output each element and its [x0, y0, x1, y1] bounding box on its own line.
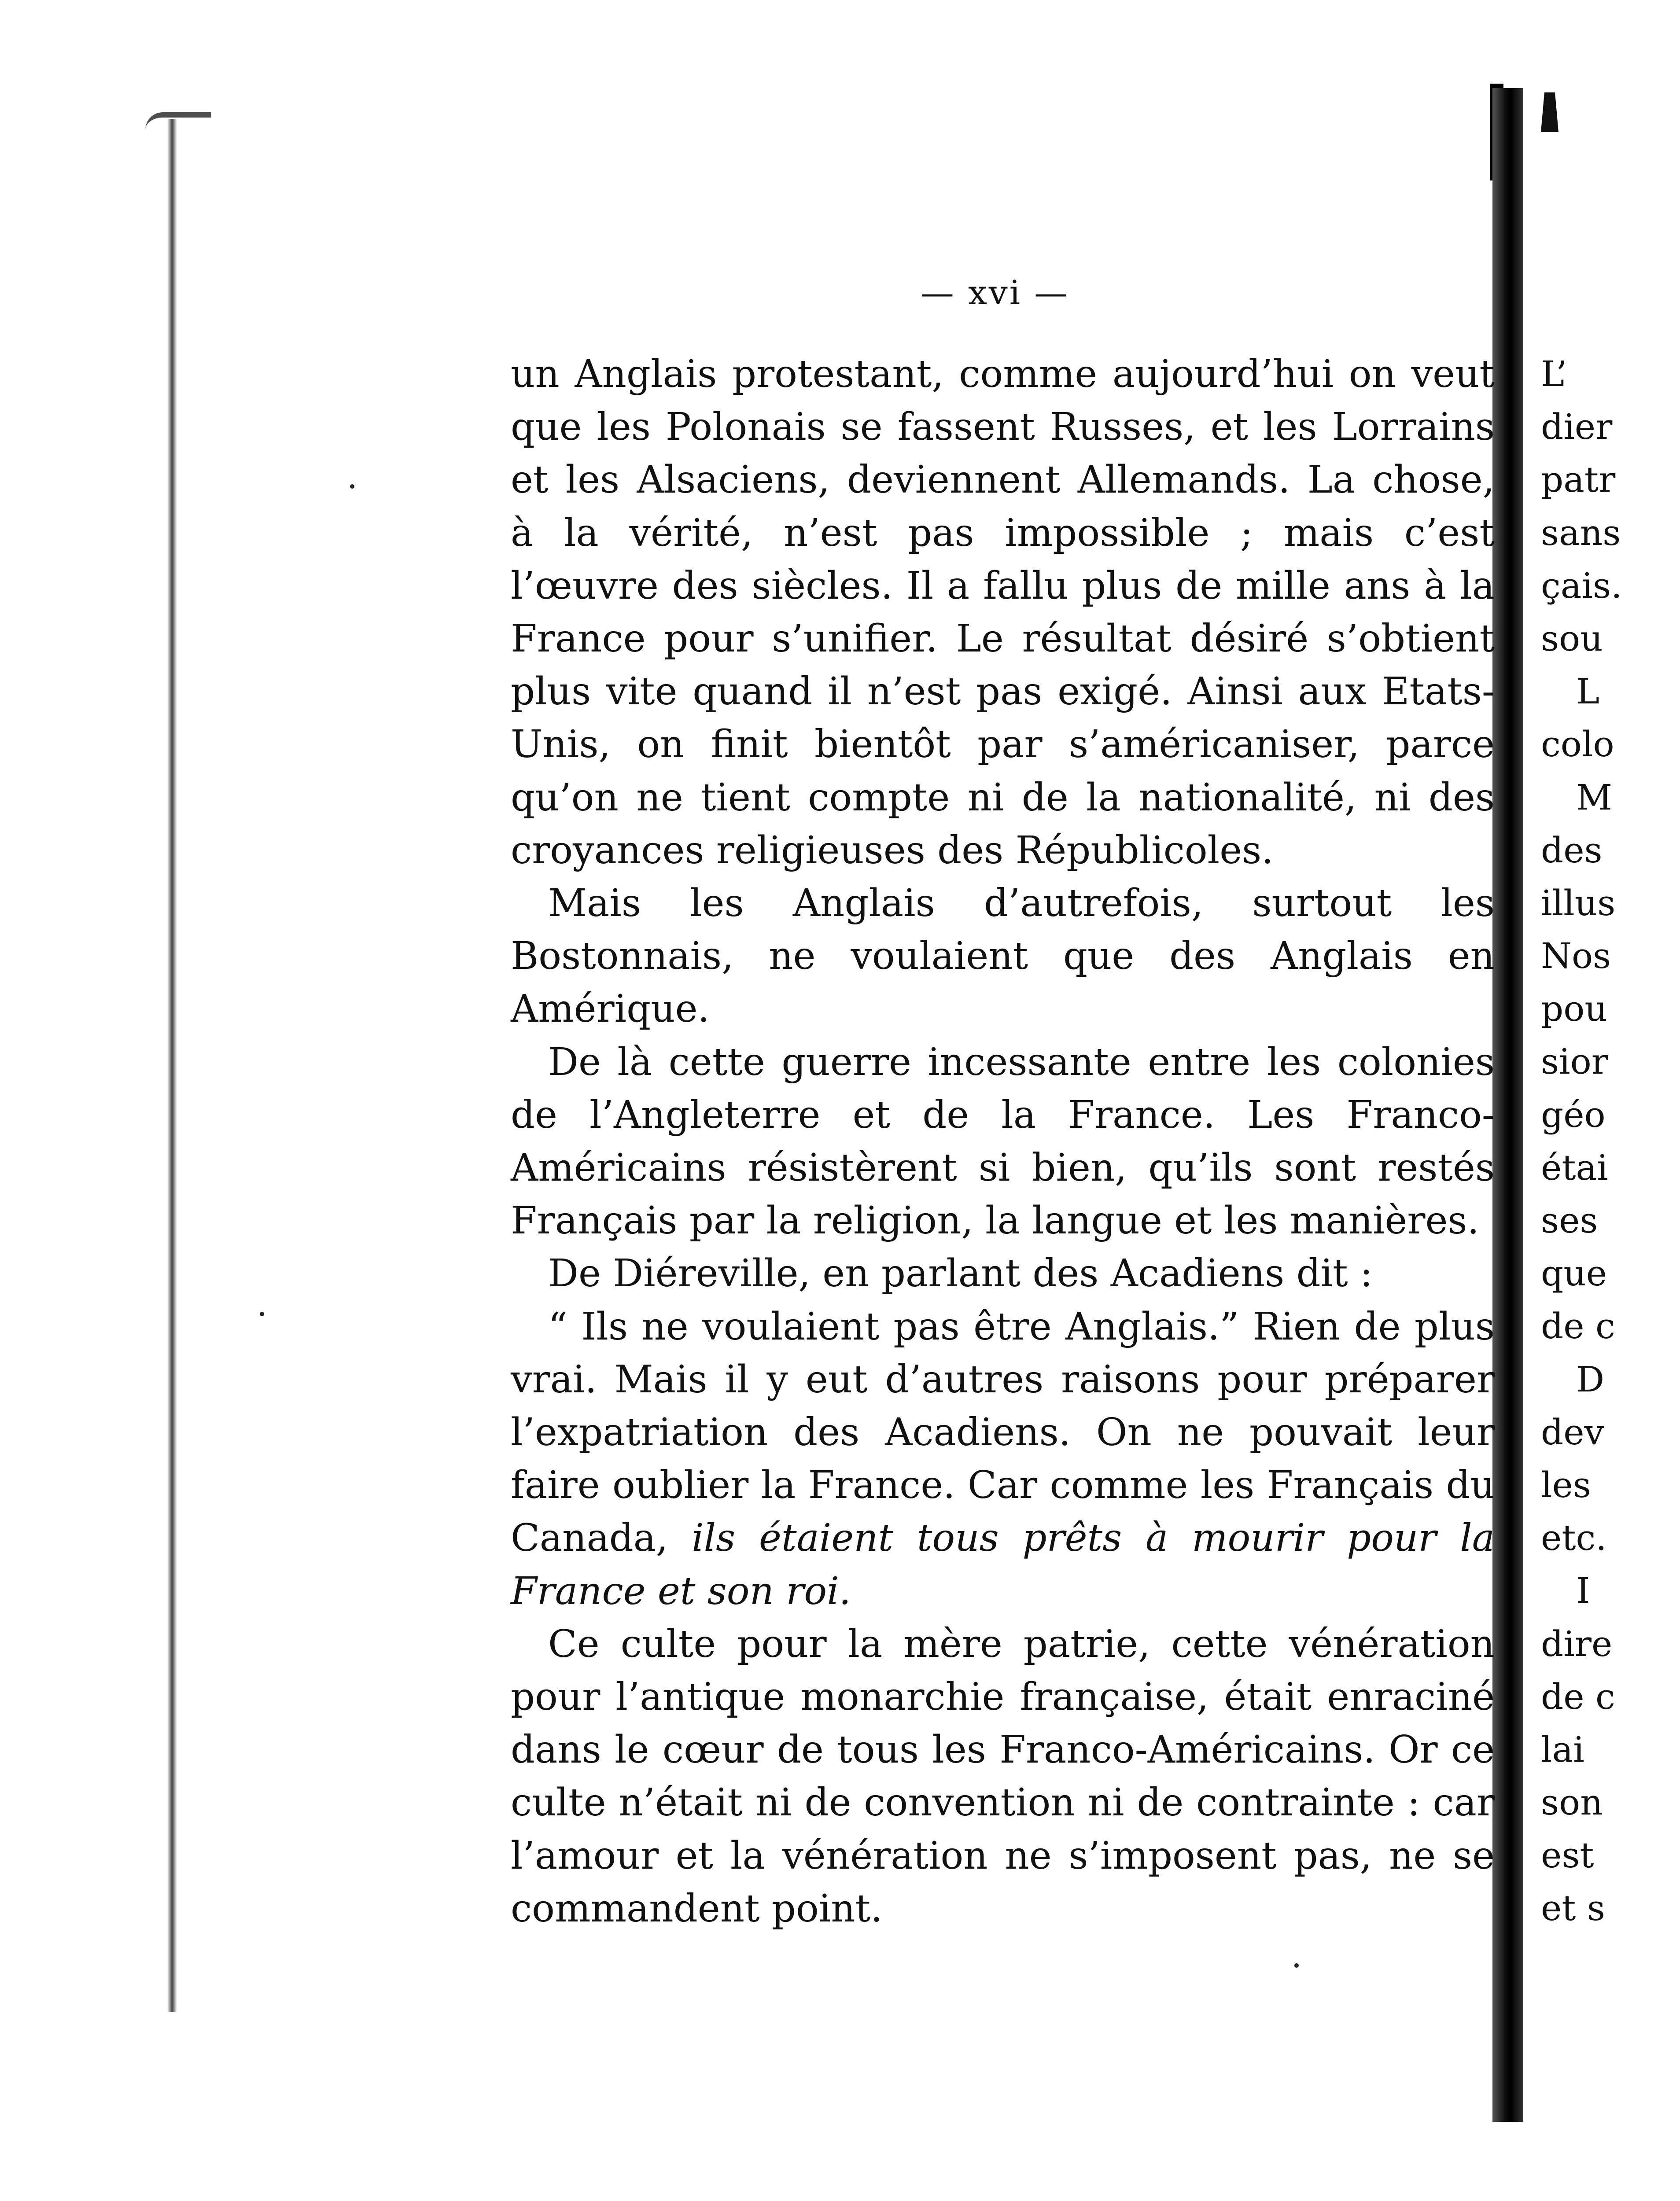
facing-page-fragment: [1541, 348, 1680, 2109]
facing-line-fragment: etc.: [1541, 1517, 1607, 1559]
facing-line-fragment: I: [1576, 1570, 1590, 1612]
paragraph-text: Mais les Anglais d’autrefois, surtout les Bostonnais, ne voulaient que des Anglais en Amérique.: [511, 881, 1495, 1031]
paragraph-text: “ Ils ne voulaient pas être Anglais.” Rien de plus vrai. Mais il y eut d’autres raisons pour préparer l’expatriation des Acadiens. On ne pouvait leur faire oublier la France. Car comme les Français du Canada,: [511, 1304, 1495, 1561]
facing-line-fragment: étai: [1541, 1147, 1608, 1188]
facing-line-fragment: D: [1576, 1358, 1605, 1400]
paragraph-text: Ce culte pour la mère patrie, cette vénération pour l’antique monarchie française, était enraciné dans le cœur de tous les Franco-Américains. Or ce culte n’était ni de convention ni de contrainte : car l’amour et la vénération ne s’imposent pas, ne se commandent point.: [511, 1622, 1495, 1931]
facing-line-fragment: sior: [1541, 1041, 1609, 1082]
paragraph: [511, 1300, 1495, 1618]
facing-line-fragment: lai: [1541, 1729, 1584, 1770]
facing-line-fragment: M: [1576, 777, 1612, 818]
facing-line-fragment: L: [1576, 671, 1600, 712]
facing-line-fragment: et s: [1541, 1888, 1605, 1929]
left-margin-artifact: [167, 119, 177, 2012]
facing-line-fragment: Nos: [1541, 935, 1611, 977]
facing-line-fragment: géo: [1541, 1094, 1606, 1135]
facing-line-fragment: sans: [1541, 512, 1621, 553]
facing-line-fragment: de c: [1541, 1306, 1615, 1347]
paragraph: [511, 1618, 1495, 1935]
facing-line-fragment: illus: [1541, 882, 1616, 924]
facing-line-fragment: patr: [1541, 459, 1616, 501]
paragraph-text: De Diéreville, en parlant des Acadiens dit :: [548, 1251, 1373, 1296]
facing-line-fragment: des: [1541, 829, 1603, 871]
facing-line-fragment: L’: [1541, 353, 1567, 394]
left-margin-artifact-top: [145, 112, 211, 130]
facing-line-fragment: dier: [1541, 406, 1613, 448]
paragraph: [511, 1036, 1495, 1248]
facing-line-fragment: dire: [1541, 1623, 1613, 1664]
speck: [1294, 1963, 1299, 1968]
facing-line-fragment: sou: [1541, 618, 1603, 659]
facing-line-fragment: est: [1541, 1835, 1594, 1876]
main-text-column: [511, 348, 1495, 1935]
gutter-mark: [1541, 92, 1558, 132]
speck: [260, 1312, 264, 1316]
page-number: — xvi —: [920, 273, 1070, 312]
facing-line-fragment: son: [1541, 1782, 1603, 1823]
paragraph-text: un Anglais protestant, comme aujourd’hui on veut que les Polonais se fassent Russes, et les Lorrains et les Alsaciens, deviennent Allemands. La chose, à la vérité, n’est pas impossible ; mais c’est l’œuvre des siècles. Il a fallu plus de mille ans à la France pour s’unifier. Le résultat désiré s’obtient plus vite quand il n’est pas exigé. Ainsi aux Etats-Unis, on finit bientôt par s’américaniser, parce qu’on ne tient compte ni de la nationalité, ni des croyances religieuses des Républicoles.: [511, 352, 1495, 872]
facing-line-fragment: dev: [1541, 1411, 1604, 1453]
paragraph-text: De là cette guerre incessante entre les colonies de l’Angleterre et de la France. Les Franco-Américains résistèrent si bien, qu’ils sont restés Français par la religion, la langue et les manières.: [511, 1040, 1495, 1243]
facing-line-fragment: çais.: [1541, 565, 1622, 606]
facing-line-fragment: colo: [1541, 724, 1614, 765]
paragraph: [511, 1247, 1495, 1300]
italic-quote: ils étaient tous prêts à mourir pour la France et son roi.: [511, 1516, 1495, 1613]
paragraph: [511, 348, 1495, 877]
gutter-shadow: [1492, 88, 1523, 2122]
paragraph: [511, 877, 1495, 1036]
facing-line-fragment: que: [1541, 1253, 1607, 1294]
facing-line-fragment: ses: [1541, 1200, 1598, 1241]
facing-line-fragment: les: [1541, 1464, 1591, 1505]
facing-line-fragment: de c: [1541, 1676, 1615, 1717]
facing-line-fragment: pou: [1541, 988, 1607, 1030]
speck: [350, 484, 354, 489]
